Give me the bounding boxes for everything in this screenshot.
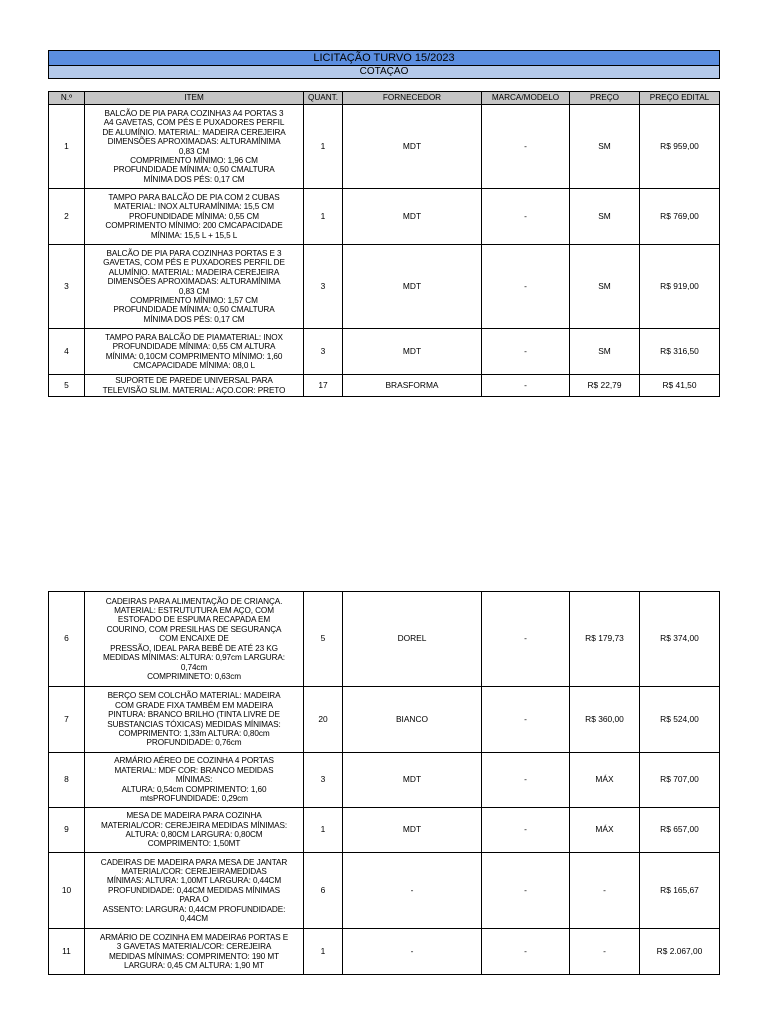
item-line: MÍNIMAS: — [175, 775, 213, 785]
item-line: ARMÁRIO AÉREO DE COZINHA 4 PORTAS — [114, 756, 274, 766]
quantity-cell: 1 — [304, 929, 343, 975]
item-description — [85, 592, 304, 687]
col-header-price: PREÇO — [570, 92, 640, 105]
subtitle-row — [49, 66, 720, 79]
page-title: LICITAÇÃO TURVO 15/2023 — [49, 51, 720, 66]
item-line: 0,83 CM — [178, 146, 210, 156]
supplier-cell: MDT — [343, 105, 482, 189]
edital-price-cell: R$ 374,00 — [640, 592, 720, 687]
price-cell: MÁX — [570, 753, 640, 808]
col-header-quantity: QUANT. — [304, 92, 343, 105]
brand-model-cell: - — [482, 808, 570, 853]
item-line: COMPRIMENTO: 1,33m ALTURA: 0,80cm — [118, 728, 270, 738]
item-line: PROFUNDIDADE MÍNIMA: 0,55 CM ALTURA — [112, 342, 276, 352]
item-line: PARA O — [179, 895, 209, 905]
edital-price-cell: R$ 919,00 — [640, 245, 720, 329]
item-description — [85, 808, 304, 853]
item-line: PROFUNDIDADE: 0,76cm — [146, 738, 242, 748]
row-number: 3 — [49, 245, 85, 329]
quantity-cell: 1 — [304, 105, 343, 189]
item-description — [85, 105, 304, 189]
brand-model-cell: - — [482, 105, 570, 189]
table-row — [49, 687, 720, 753]
item-description — [85, 189, 304, 245]
price-cell: R$ 360,00 — [570, 687, 640, 753]
price-cell: SM — [570, 189, 640, 245]
price-cell: SM — [570, 105, 640, 189]
item-line: COMPRIMINETO: 0,63cm — [147, 671, 241, 681]
page-subtitle: COTAÇÃO — [49, 66, 720, 79]
supplier-cell: MDT — [343, 808, 482, 853]
item-description — [85, 329, 304, 375]
title-row — [49, 51, 720, 66]
brand-model-cell: - — [482, 592, 570, 687]
row-number: 9 — [49, 808, 85, 853]
item-line: COM GRADE FIXA TAMBÉM EM MADEIRA — [115, 700, 273, 710]
table-row — [49, 245, 720, 329]
item-line: SUPORTE DE PAREDE UNIVERSAL PARA — [115, 376, 273, 386]
price-cell: R$ 179,73 — [570, 592, 640, 687]
item-line: 0,83 CM — [178, 286, 210, 296]
quantity-cell: 17 — [304, 375, 343, 397]
item-line: BALCÃO DE PIA PARA COZINHA3 A4 PORTAS 3 — [104, 108, 284, 118]
brand-model-cell: - — [482, 245, 570, 329]
spacer-row — [49, 79, 720, 92]
table-header — [49, 92, 720, 105]
item-line: TAMPO PARA BALCÃO DE PIA COM 2 CUBAS — [108, 192, 280, 202]
edital-price-cell: R$ 41,50 — [640, 375, 720, 397]
supplier-cell: BRASFORMA — [343, 375, 482, 397]
item-line: ALTURA: 0,80CM LARGURA: 0,80CM — [125, 830, 263, 839]
item-line: 3 GAVETAS MATERIAL/COR: CEREJEIRA — [116, 942, 272, 952]
brand-model-cell: - — [482, 189, 570, 245]
price-cell: - — [570, 929, 640, 975]
item-description — [85, 853, 304, 929]
item-line: SUBSTANCIAS TÓXICAS) MEDIDAS MÍNIMAS: — [107, 719, 281, 729]
row-number: 1 — [49, 105, 85, 189]
quantity-cell: 20 — [304, 687, 343, 753]
brand-model-cell: - — [482, 375, 570, 397]
row-number: 6 — [49, 592, 85, 687]
item-line: PRESSÃO, IDEAL PARA BEBÊ DE ATÉ 23 KG — [110, 643, 278, 653]
brand-model-cell: - — [482, 853, 570, 929]
item-line: CADEIRAS DE MADEIRA PARA MESA DE JANTAR — [100, 857, 288, 867]
item-line: MEDIDAS MÍNIMAS: ALTURA: 0,97cm LARGURA: — [103, 653, 285, 663]
row-number: 5 — [49, 375, 85, 397]
row-number: 11 — [49, 929, 85, 975]
item-description — [85, 753, 304, 808]
item-line: COURINO, COM PRESILHAS DE SEGURANÇA — [106, 624, 282, 634]
quantity-cell: 1 — [304, 189, 343, 245]
item-line: GAVETAS, COM PÉS E PUXADORES PERFIL DE — [103, 258, 285, 268]
item-line: LARGURA: 0,45 CM ALTURA: 1,90 MT — [124, 960, 264, 970]
table-row — [49, 189, 720, 245]
quotation-table-page2 — [48, 591, 720, 975]
supplier-cell: MDT — [343, 189, 482, 245]
row-number: 4 — [49, 329, 85, 375]
item-line: CADEIRAS PARA ALIMENTAÇÃO DE CRIANÇA. — [105, 596, 283, 606]
item-line: PINTURA: BRANCO BRILHO (TINTA LIVRE DE — [108, 710, 280, 720]
edital-price-cell: R$ 657,00 — [640, 808, 720, 853]
item-line: MÍNIMA DOS PÉS: 0,17 CM — [143, 314, 245, 324]
table-row — [49, 105, 720, 189]
item-line: PROFUNDIDADE: 0,44CM MEDIDAS MÍNIMAS — [108, 885, 280, 895]
quantity-cell: 6 — [304, 853, 343, 929]
item-line: 0,44CM — [179, 914, 209, 924]
item-description — [85, 687, 304, 753]
edital-price-cell: R$ 769,00 — [640, 189, 720, 245]
row-number: 10 — [49, 853, 85, 929]
item-line: BERÇO SEM COLCHÃO MATERIAL: MADEIRA — [107, 691, 281, 701]
supplier-cell: - — [343, 929, 482, 975]
item-line: COMPRIMENTO: 1,50MT — [147, 839, 241, 849]
item-line: COMPRIMENTO MÍNIMO: 1,57 CM — [130, 295, 258, 305]
table-row — [49, 592, 720, 687]
item-line: DE ALUMÍNIO. MATERIAL: MADEIRA CEREJEIRA — [102, 127, 286, 137]
item-line: TAMPO PARA BALCÃO DE PIAMATERIAL: INOX — [105, 332, 283, 342]
item-line: MATERIAL: INOX ALTURAMÍNIMA: 15,5 CM — [114, 202, 274, 212]
brand-model-cell: - — [482, 929, 570, 975]
item-line: PROFUNDIDADE MÍNIMA: 0,55 CM — [128, 211, 260, 221]
item-line: DIMENSÕES APROXIMADAS: ALTURAMÍNIMA — [107, 277, 281, 287]
table-row — [49, 808, 720, 853]
edital-price-cell: R$ 707,00 — [640, 753, 720, 808]
price-cell: MÁX — [570, 808, 640, 853]
col-header-item: ITEM — [85, 92, 304, 105]
col-header-supplier: FORNECEDOR — [343, 92, 482, 105]
table-row — [49, 329, 720, 375]
item-line: COMPRIMENTO MÍNIMO: 200 CMCAPACIDADE — [105, 221, 283, 231]
col-header-brand-model: MARCA/MODELO — [482, 92, 570, 105]
table-body-page1 — [49, 105, 720, 397]
edital-price-cell: R$ 316,50 — [640, 329, 720, 375]
quantity-cell: 3 — [304, 753, 343, 808]
item-description — [85, 375, 304, 397]
supplier-cell: BIANCO — [343, 687, 482, 753]
table-body-page2 — [49, 592, 720, 975]
quantity-cell: 3 — [304, 245, 343, 329]
table-row — [49, 753, 720, 808]
price-cell: SM — [570, 329, 640, 375]
item-line: DIMENSÕES APROXIMADAS: ALTURAMÍNIMA — [107, 137, 281, 147]
item-line: MÍNIMA: 15,5 L + 15,5 L — [150, 230, 238, 240]
price-cell: - — [570, 853, 640, 929]
item-line: MESA DE MADEIRA PARA COZINHA — [126, 811, 262, 821]
row-number: 2 — [49, 189, 85, 245]
supplier-cell: MDT — [343, 753, 482, 808]
price-cell: SM — [570, 245, 640, 329]
item-line: MATERIAL/COR: CEREJEIRAMEDIDAS — [121, 866, 267, 876]
item-line: TELEVISÃO SLIM. MATERIAL: AÇO.COR: PRETO — [102, 385, 286, 395]
col-header-edital-price: PREÇO EDITAL — [640, 92, 720, 105]
item-line: BALCÃO DE PIA PARA COZINHA3 PORTAS E 3 — [106, 248, 282, 258]
quantity-cell: 1 — [304, 808, 343, 853]
quotation-table-page1 — [48, 50, 720, 397]
brand-model-cell: - — [482, 687, 570, 753]
edital-price-cell: R$ 524,00 — [640, 687, 720, 753]
edital-price-cell: R$ 959,00 — [640, 105, 720, 189]
item-description — [85, 929, 304, 975]
brand-model-cell: - — [482, 753, 570, 808]
item-line: COMPRIMENTO MÍNIMO: 1,96 CM — [130, 155, 258, 165]
quantity-cell: 5 — [304, 592, 343, 687]
supplier-cell: MDT — [343, 329, 482, 375]
item-line: ARMÁRIO DE COZINHA EM MADEIRA6 PORTAS E — [99, 932, 289, 942]
item-line: ESTOFADO DE ESPUMA RECAPADA EM — [117, 615, 271, 625]
item-line: 0,74cm — [180, 662, 208, 672]
item-line: MATERIAL: MDF COR: BRANCO MEDIDAS — [114, 765, 274, 775]
quantity-cell: 3 — [304, 329, 343, 375]
row-number: 8 — [49, 753, 85, 808]
col-header-number: N.º — [49, 92, 85, 105]
item-line: MATERIAL: ESTRUTUTURA EM AÇO, COM — [114, 606, 274, 616]
price-cell: R$ 22,79 — [570, 375, 640, 397]
item-line: MÍNIMA DOS PÉS: 0,17 CM — [143, 174, 245, 184]
supplier-cell: DOREL — [343, 592, 482, 687]
item-line: MÍNIMAS: ALTURA: 1,00MT LARGURA: 0,44CM — [106, 876, 282, 886]
row-number: 7 — [49, 687, 85, 753]
item-line: PROFUNDIDADE MÍNIMA: 0,50 CMALTURA — [113, 165, 275, 175]
item-line: ALUMÍNIO. MATERIAL: MADEIRA CEREJEIRA — [108, 267, 280, 277]
table-row — [49, 375, 720, 397]
edital-price-cell: R$ 165,67 — [640, 853, 720, 929]
item-line: MATERIAL/COR: CEREJEIRA MEDIDAS MÍNIMAS: — [100, 820, 287, 830]
item-line: MEDIDAS MÍNIMAS: COMPRIMENTO: 190 MT — [108, 951, 280, 961]
item-line: ALTURA: 0,54cm COMPRIMENTO: 1,60 — [121, 784, 267, 794]
brand-model-cell: - — [482, 329, 570, 375]
item-line: A4 GAVETAS, COM PÉS E PUXADORES PERFIL — [103, 118, 285, 128]
item-line: COM ENCAIXE DE — [159, 634, 229, 644]
supplier-cell: MDT — [343, 245, 482, 329]
table-row — [49, 929, 720, 975]
edital-price-cell: R$ 2.067,00 — [640, 929, 720, 975]
item-line: ASSENTO: LARGURA: 0,44CM PROFUNDIDADE: — [102, 904, 286, 914]
supplier-cell: - — [343, 853, 482, 929]
item-line: MÍNIMA: 0,10CM COMPRIMENTO MÍNIMO: 1,60 — [105, 351, 283, 361]
item-description — [85, 245, 304, 329]
item-line: PROFUNDIDADE MÍNIMA: 0,50 CMALTURA — [113, 305, 275, 315]
item-line: mtsPROFUNDIDADE: 0,29cm — [140, 794, 248, 804]
item-line: CMCAPACIDADE MÍNIMA: 08,0 L — [133, 360, 255, 370]
table-row — [49, 853, 720, 929]
